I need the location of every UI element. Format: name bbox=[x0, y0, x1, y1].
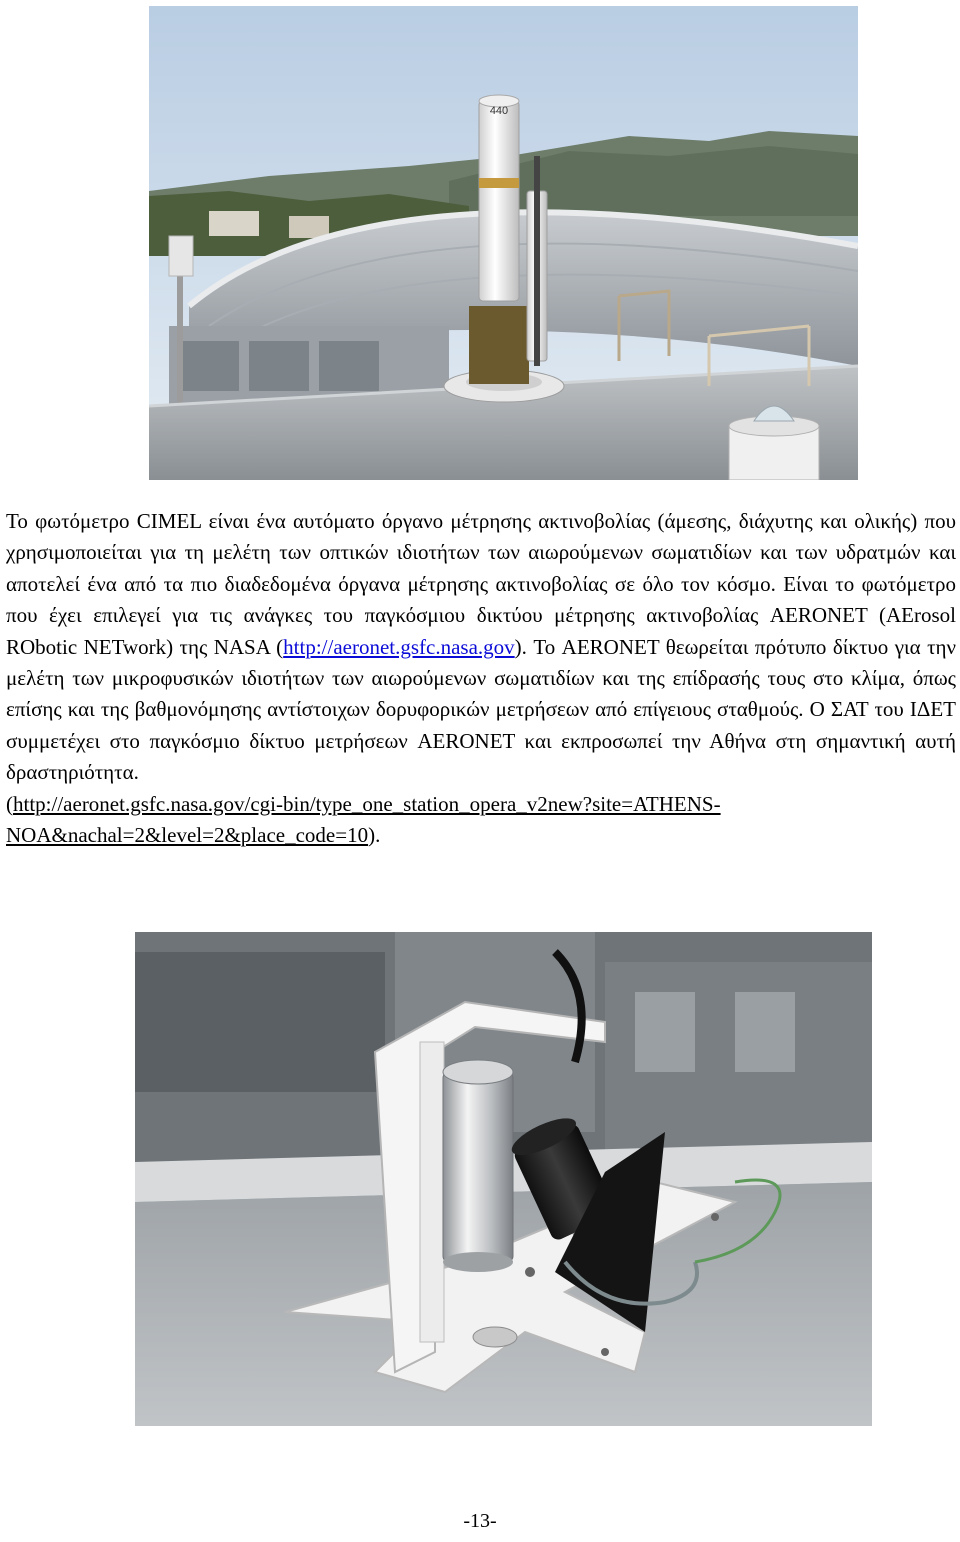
paragraph-part-1: Το φωτόμετρο CIMEL είναι ένα αυτόματο όργανο μέτρησης ακτινοβολίας (άμεσης, διάχυτης και ολικής) που χρησιμοποιείται για τη μελέτη των οπτικών ιδιοτήτων των αιωρούμενων σωματιδίων και των υδρατμών και αποτελεί ένα από τα πιο διαδεδομένα όργανα μέτρησης ακτινοβολίας σε όλο τον κόσμο. Είναι το φωτόμετρο που έχει επιλεγεί για τις ανάγκες του παγκόσμιου δικτύου μέτρησης ακτινοβολίας AERONET (AErosol RObotic NETwork) της NASA ( bbox=[6, 509, 956, 659]
aeronet-link[interactable]: http://aeronet.gsfc.nasa.gov bbox=[283, 634, 515, 659]
photo-cimel-rooftop bbox=[149, 6, 858, 480]
paragraph-part-2: ). Το AERONET θεωρείται πρότυπο δίκτυο για την μελέτη των μικροφυσικών ιδιοτήτων των αιωρούμενων σωματιδίων και της επίδρασής τους στο κλίμα, όπως επίσης και της βαθμονόμησης αντίστοιχων δορυφορικών μετρήσεων από επίγειους σταθμούς. Ο ΣΑΤ του ΙΔΕΤ συμμετέχει στο παγκόσμιο δίκτυο μετρήσεων AERONET και εκπροσωπεί την Αθήνα στη σημαντική αυτή δραστηριότητα. bbox=[6, 634, 956, 785]
page-number: -13- bbox=[463, 1510, 497, 1532]
body-text bbox=[6, 506, 956, 851]
aeronet-station-link[interactable]: http://aeronet.gsfc.nasa.gov/cgi-bin/type_one_station_opera_v2new?site=ATHENS-NOA&nachal=2&level=2&place_code=10 bbox=[6, 791, 721, 848]
collimator-label: 440 bbox=[489, 105, 509, 117]
photo-cimel-closeup bbox=[135, 932, 872, 1426]
reference-close-paren: ). bbox=[368, 823, 381, 848]
photo-cimel-rooftop-illustration bbox=[149, 6, 858, 480]
reference-open-paren: ( bbox=[6, 791, 13, 816]
main-paragraph bbox=[6, 506, 956, 789]
photo-cimel-closeup-illustration bbox=[135, 932, 872, 1426]
reference-paragraph bbox=[6, 789, 956, 852]
